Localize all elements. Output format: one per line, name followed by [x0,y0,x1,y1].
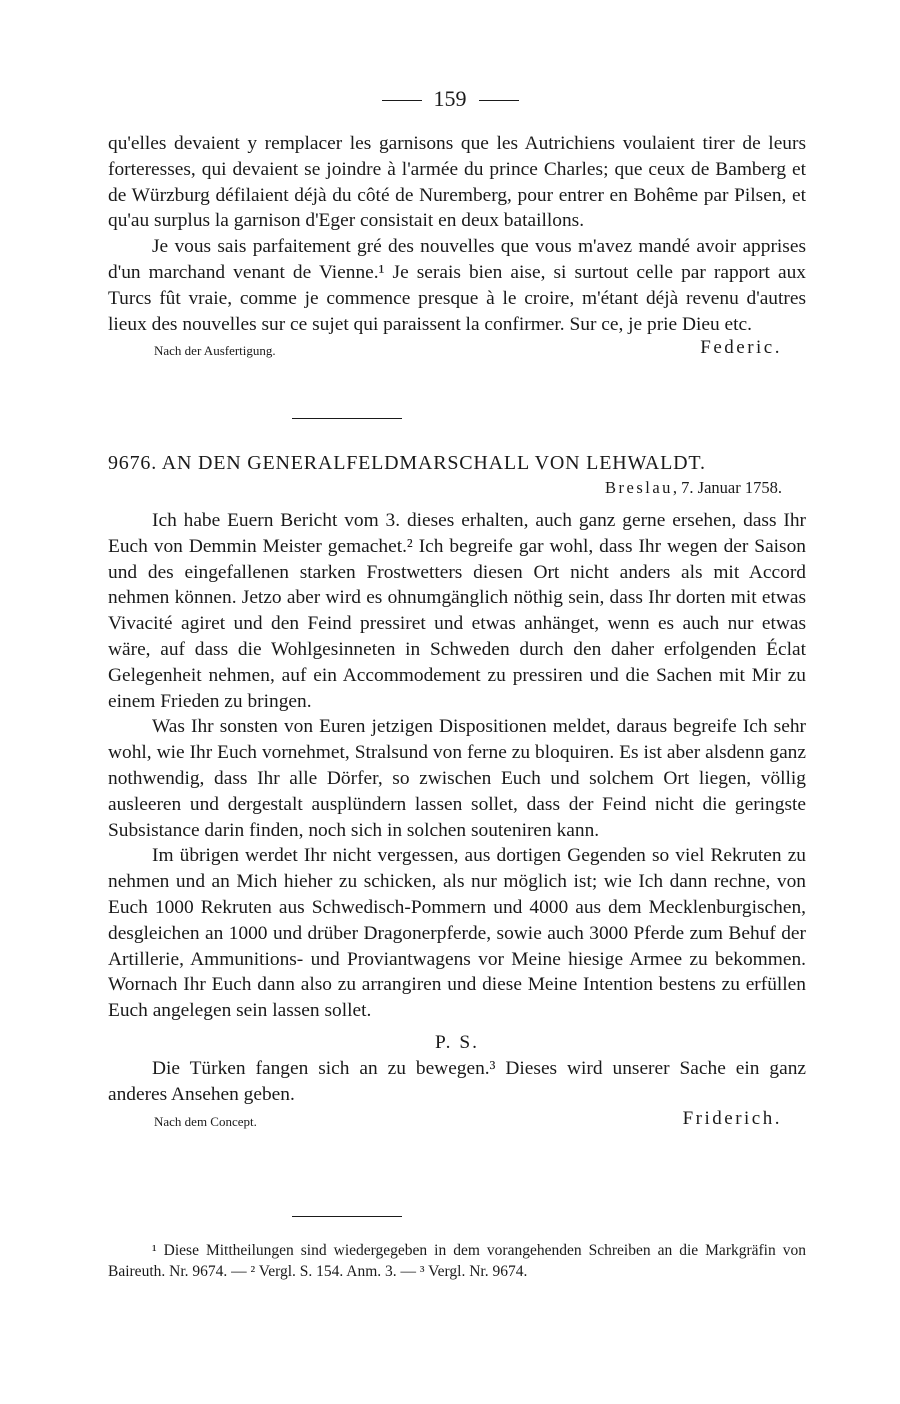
source-note: Nach der Ausfertigung. [154,343,276,359]
separator-rule [292,418,402,419]
page-number-dash-right [479,100,519,101]
page-number-dash-left [382,100,422,101]
paragraph-french-2: Je vous sais parfaitement gré des nouvelles que vous m'avez mandé avoir apprises d'un marchand venant de Vienne.¹ Je serais bien aise, si surtout celle par rapport aux Turcs fût vraie, comme je commence presque à le croire, m'étant déjà revenu d'autres lieux des nouvelles sur ce sujet qui paraissent la confirmer. Sur ce, je prie Dieu etc. [108,236,806,335]
letter-heading: 9676. AN DEN GENERALFELDMARSCHALL VON LEHWALDT. [108,452,706,474]
dateline-place: Breslau [605,478,673,497]
dateline-date: , 7. Januar 1758. [672,478,782,497]
paragraph-german-1: Ich habe Euern Bericht vom 3. dieses erhalten, auch ganz gerne ersehen, dass Ihr Euch von Demmin Meister gemachet.² Ich begreife gar wohl, dass Ihr wegen der Saison und des eingefallenen starken Frostwetters diesen Ort nicht anders als mit Accord nehmen können. Jetzo aber wird es ohnumgänglich nöthig sein, dass Ihr dorten mit etwas Vivacité agiret und den Feind pressiret und etwas anhänget, wenn es auch nur etwas wäre, auf dass die Wohlgesinneten in Schweden durch den daher erfolgenden Éclat Gelegenheit nehmen, auf ein Accommodement zu pressiren und die Sachen mit Mir zu einem Frieden zu bringen. [108,510,806,712]
closing-row-2 [108,1108,806,1136]
source-note: Nach dem Concept. [154,1113,257,1129]
closing-row-1 [108,337,806,365]
paragraph-german-3: Im übrigen werdet Ihr nicht vergessen, aus dortigen Gegenden so viel Rekruten zu nehmen und an Mich hieher zu schicken, als nur möglich ist; wie Ich dann rechne, von Euch 1000 Rekruten aus Schwedisch-Pommern und 4000 aus dem Mecklenburgischen, desgleichen an 1000 und drüber Dragonerpferde, sowie auch 3000 Pferde zum Behuf der Artillerie, Ammunitions- und Proviantwagens vor Meine hiesige Armee zu bekommen. Wornach Ihr Euch dann also zu arrangiren und diese Meine Intention bestens zu erfüllen Euch angelegen sein lassen sollet. [108,845,806,1022]
footnotes: ¹ Diese Mittheilungen sind wiedergegeben in dem vorangehenden Schreiben an die Markgräfin von Baireuth. Nr. 9674. — ² Vergl. S. 154. Anm. 3. — ³ Vergl. Nr. 9674. [108,1242,806,1280]
letter-9676 [108,450,806,1136]
signature: Federic. [700,337,782,359]
page-number-line [0,84,900,114]
dateline [108,476,782,500]
signature: Friderich. [682,1107,782,1129]
page-number: 159 [433,86,467,111]
separator-rule [292,1216,402,1217]
postscript-label: P. S. [435,1031,479,1053]
paragraph-german-2: Was Ihr sonsten von Euren jetzigen Dispositionen meldet, daraus begreife Ich sehr wohl, wie Ihr Euch vornehmet, Stralsund von ferne zu bloquiren. Es ist aber alsdenn ganz nothwendig, dass Ihr alle Dörfer, so zwischen Euch und solchem Ort liegen, völlig ausleeren und dergestalt ausplündern lassen sollet, dass der Feind nicht die geringste Subsistance darin finden, noch sich in solchen souteniren kann. [108,716,806,841]
paragraph-french-1: qu'elles devaient y remplacer les garnisons que les Autrichiens voulaient tirer de leurs forteresses, qui devaient se joindre à l'armée du prince Charles; que ceux de Bamberg et de Würzburg défilaient déjà du côté de Nuremberg, pour entrer en Bohême par Pilsen, et qu'au surplus la garnison d'Eger consistait en deux bataillons. [108,133,806,232]
postscript-text: Die Türken fangen sich an zu bewegen.³ Dieses wird unserer Sache ein ganz anderes Ansehen geben. [108,1057,806,1105]
footnotes-block [108,1240,806,1282]
previous-letter-ending [108,131,806,365]
